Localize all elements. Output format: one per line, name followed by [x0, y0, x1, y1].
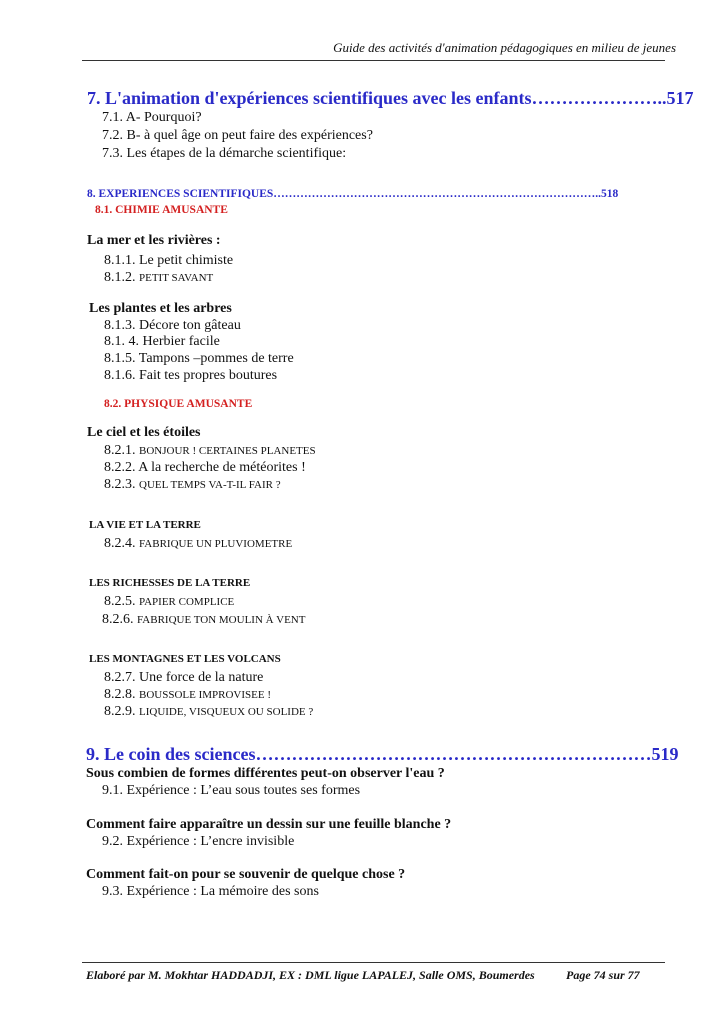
list-item: 9.2. Expérience : L’encre invisible: [102, 834, 295, 849]
group-title: LES MONTAGNES ET LES VOLCANS: [89, 653, 281, 665]
list-item: [104, 251, 233, 269]
list-item: [104, 351, 294, 367]
list-item: [102, 610, 305, 628]
item-text: LIQUIDE, VISQUEUX OU SOLIDE ?: [139, 706, 314, 718]
item-number: 8.2.9.: [104, 704, 139, 719]
list-item: 7.3. Les étapes de la démarche scientifique:: [102, 146, 347, 161]
item-text: A la recherche de météorites !: [138, 460, 306, 475]
item-number: 8.1.2.: [104, 270, 139, 285]
item-text: FABRIQUE TON MOULIN À VENT: [137, 614, 306, 626]
list-item: 7.1. A- Pourquoi?: [102, 110, 202, 125]
list-item: [104, 441, 316, 459]
item-number: 8.2.5.: [104, 594, 139, 609]
page-header: Guide des activités d'animation pédagogiques en milieu de jeunes: [333, 40, 676, 55]
group-title: Les plantes et les arbres: [89, 301, 232, 316]
item-text: Le petit chimiste: [139, 253, 234, 268]
group-title: Le ciel et les étoiles: [87, 425, 201, 440]
item-text: Décore ton gâteau: [139, 318, 241, 333]
item-text: PAPIER COMPLICE: [139, 596, 235, 608]
section-8-2-heading: 8.2. PHYSIQUE AMUSANTE: [104, 398, 253, 410]
item-text: QUEL TEMPS VA-T-IL FAIR ?: [139, 479, 281, 491]
list-item: 7.2. B- à quel âge on peut faire des expériences?: [102, 128, 373, 143]
item-text: Fait tes propres boutures: [139, 368, 278, 383]
item-number: 8.2.4.: [104, 536, 139, 551]
item-number: 8.1.6.: [104, 368, 139, 383]
item-number: 8.2.3.: [104, 477, 139, 492]
question: Comment faire apparaître un dessin sur une feuille blanche ?: [86, 817, 452, 832]
item-number: 8.2.8.: [104, 687, 139, 702]
list-item: [104, 668, 263, 686]
list-item: [104, 318, 241, 334]
item-number: 8.1. 4.: [104, 334, 143, 349]
question: Sous combien de formes différentes peut-on observer l'eau ?: [86, 766, 445, 781]
item-text: PETIT SAVANT: [139, 272, 214, 284]
group-title: La mer et les rivières :: [87, 233, 221, 248]
section-9-heading: 9. Le coin des sciences…………………………………………………………519: [86, 744, 679, 764]
item-text: Une force de la nature: [139, 670, 264, 685]
section-8-heading: 8. EXPERIENCES SCIENTIFIQUES…………………………………………………………………………..518: [87, 188, 619, 200]
item-text: BOUSSOLE IMPROVISEE !: [139, 689, 272, 701]
group-title: LES RICHESSES DE LA TERRE: [89, 577, 251, 589]
footer-rule: [82, 962, 665, 963]
list-item: [104, 458, 306, 476]
list-item: [104, 268, 213, 286]
item-number: 8.1.3.: [104, 318, 139, 333]
list-item: [104, 685, 271, 703]
list-item: [104, 475, 281, 493]
list-item: [104, 334, 220, 350]
list-item: [104, 534, 292, 552]
item-text: FABRIQUE UN PLUVIOMETRE: [139, 538, 293, 550]
item-number: 8.2.7.: [104, 670, 139, 685]
list-item: [104, 592, 234, 610]
item-text: BONJOUR ! CERTAINES PLANETES: [139, 445, 316, 457]
header-rule: [82, 60, 665, 61]
question: Comment fait-on pour se souvenir de quelque chose ?: [86, 867, 406, 882]
list-item: [104, 702, 313, 720]
item-number: 8.2.6.: [102, 612, 137, 627]
list-item: 9.3. Expérience : La mémoire des sons: [102, 884, 319, 899]
list-item: [104, 368, 277, 384]
item-text: Herbier facile: [142, 334, 220, 349]
item-number: 8.2.2.: [104, 460, 139, 475]
list-item: 9.1. Expérience : L’eau sous toutes ses formes: [102, 783, 361, 798]
item-text: Tampons –pommes de terre: [138, 351, 294, 366]
section-7-heading: 7. L'animation d'expériences scientifiques avec les enfants…………………..517: [87, 88, 694, 108]
item-number: 8.1.5.: [104, 351, 139, 366]
item-number: 8.1.1.: [104, 253, 139, 268]
footer-credit: Elaboré par M. Mokhtar HADDADJI, EX : DML ligue LAPALEJ, Salle OMS, Boumerdes: [86, 968, 535, 982]
group-title: LA VIE ET LA TERRE: [89, 519, 201, 531]
section-8-1-heading: 8.1. CHIMIE AMUSANTE: [95, 204, 228, 216]
page-number: Page 74 sur 77: [566, 968, 640, 982]
item-number: 8.2.1.: [104, 443, 139, 458]
